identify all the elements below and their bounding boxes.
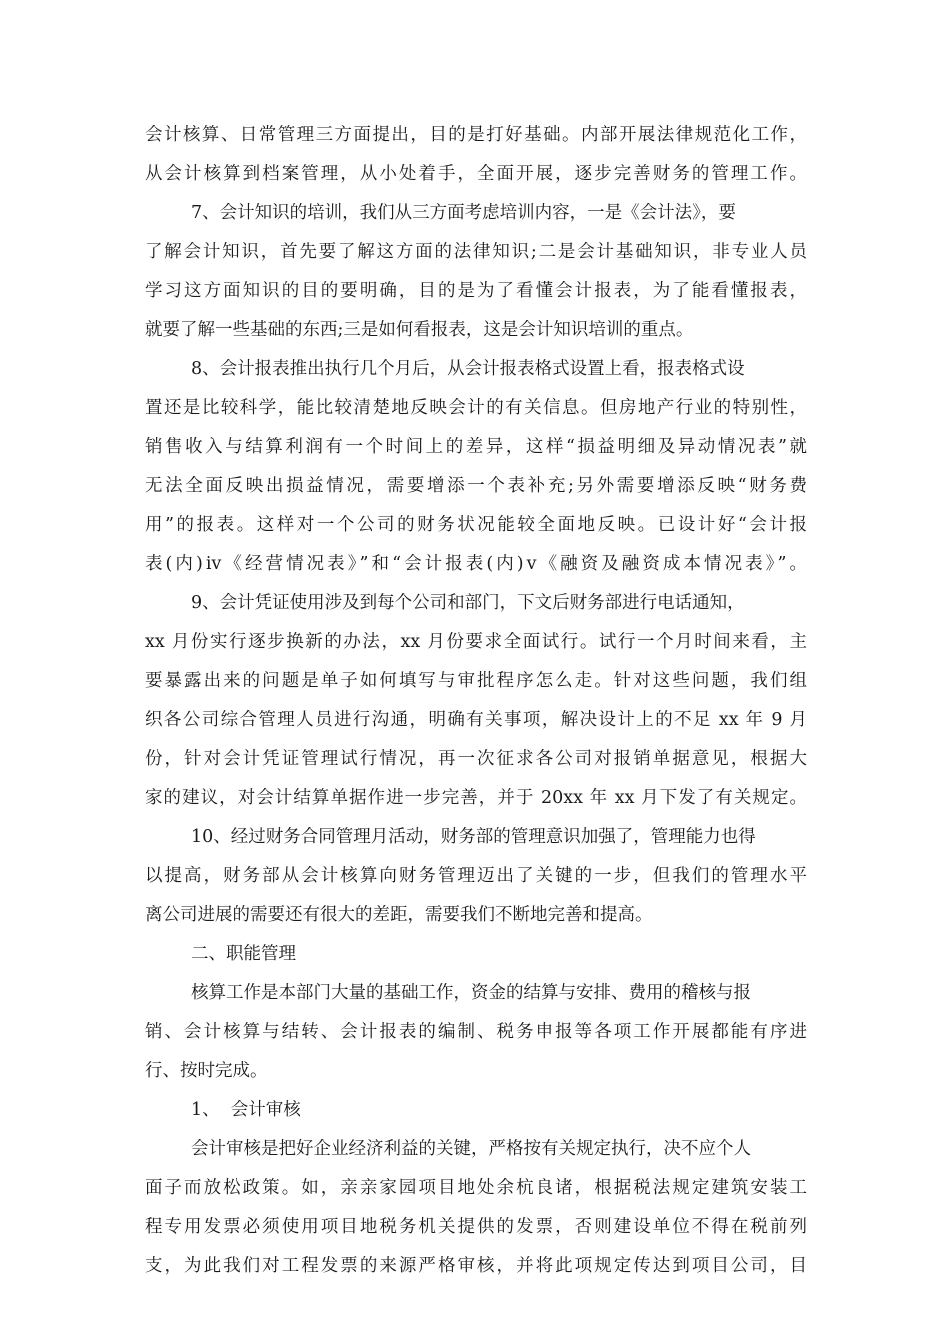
paragraph-line: 织各公司综合管理人员进行沟通，明确有关事项，解决设计上的不足 xx 年 9 月 <box>145 710 807 730</box>
paragraph-line: 以提高，财务部从会计核算向财务管理迈出了关键的一步，但我们的管理水平 <box>145 866 807 886</box>
paragraph-line: 核算工作是本部门大量的基础工作，资金的结算与安排、费用的稽核与报 <box>191 983 751 1003</box>
paragraph-line: 从会计核算到档案管理，从小处着手，全面开展，逐步完善财务的管理工作。 <box>145 164 807 184</box>
paragraph-line: 7、会计知识的培训，我们从三方面考虑培训内容，一是《会计法》，要 <box>191 203 736 223</box>
paragraph-line: 会计审核是把好企业经济利益的关键，严格按有关规定执行，决不应个人 <box>191 1139 751 1159</box>
paragraph-line: 要暴露出来的问题是单子如何填写与审批程序怎么走。针对这些问题，我们组 <box>145 671 807 691</box>
paragraph-line: 学习这方面知识的目的要明确，目的是为了看懂会计报表，为了能看懂报表， <box>145 281 807 301</box>
paragraph-line: 用”的报表。这样对一个公司的财务状况能较全面地反映。已设计好“会计报 <box>145 515 807 535</box>
section-heading: 二、职能管理 <box>191 944 296 964</box>
paragraph-line: xx 月份实行逐步换新的办法，xx 月份要求全面试行。试行一个月时间来看，主 <box>145 632 807 652</box>
paragraph-line: 行、按时完成。 <box>145 1061 268 1081</box>
subsection-heading: 1、 会计审核 <box>191 1100 301 1120</box>
paragraph-line: 支，为此我们对工程发票的来源严格审核，并将此项规定传达到项目公司，目 <box>145 1256 807 1276</box>
paragraph-line: 面子而放松政策。如，亲亲家园项目地处余杭良诸，根据税法规定建筑安装工 <box>145 1178 807 1198</box>
paragraph-line: 了解会计知识，首先要了解这方面的法律知识;二是会计基础知识，非专业人员 <box>145 242 807 262</box>
paragraph-line: 9、会计凭证使用涉及到每个公司和部门，下文后财务部进行电话通知， <box>191 593 745 613</box>
paragraph-line: 销售收入与结算利润有一个时间上的差异，这样“损益明细及异动情况表”就 <box>145 437 807 457</box>
paragraph-line: 表(内)ⅳ《经营情况表》”和“会计报表(内)ⅴ《融资及融资成本情况表》”。 <box>145 554 807 574</box>
paragraph-line: 会计核算、日常管理三方面提出，目的是打好基础。内部开展法律规范化工作， <box>145 125 807 145</box>
paragraph-line: 就要了解一些基础的东西;三是如何看报表，这是会计知识培训的重点。 <box>145 320 694 340</box>
paragraph-line: 置还是比较科学，能比较清楚地反映会计的有关信息。但房地产行业的特别性， <box>145 398 807 418</box>
paragraph-line: 8、会计报表推出执行几个月后，从会计报表格式设置上看，报表格式设 <box>191 359 745 379</box>
paragraph-line: 无法全面反映出损益情况，需要增添一个表补充;另外需要增添反映“财务费 <box>145 476 807 496</box>
paragraph-line: 离公司进展的需要还有很大的差距，需要我们不断地完善和提高。 <box>145 905 653 925</box>
paragraph-line: 家的建议，对会计结算单据作进一步完善，并于 20xx 年 xx 月下发了有关规定。 <box>145 788 807 808</box>
paragraph-line: 10、经过财务合同管理月活动，财务部的管理意识加强了，管理能力也得 <box>191 827 756 847</box>
paragraph-line: 程专用发票必须使用项目地税务机关提供的发票，否则建设单位不得在税前列 <box>145 1217 807 1237</box>
paragraph-line: 销、会计核算与结转、会计报表的编制、税务申报等各项工作开展都能有序进 <box>145 1022 807 1042</box>
paragraph-line: 份，针对会计凭证管理试行情况，再一次征求各公司对报销单据意见，根据大 <box>145 749 807 769</box>
